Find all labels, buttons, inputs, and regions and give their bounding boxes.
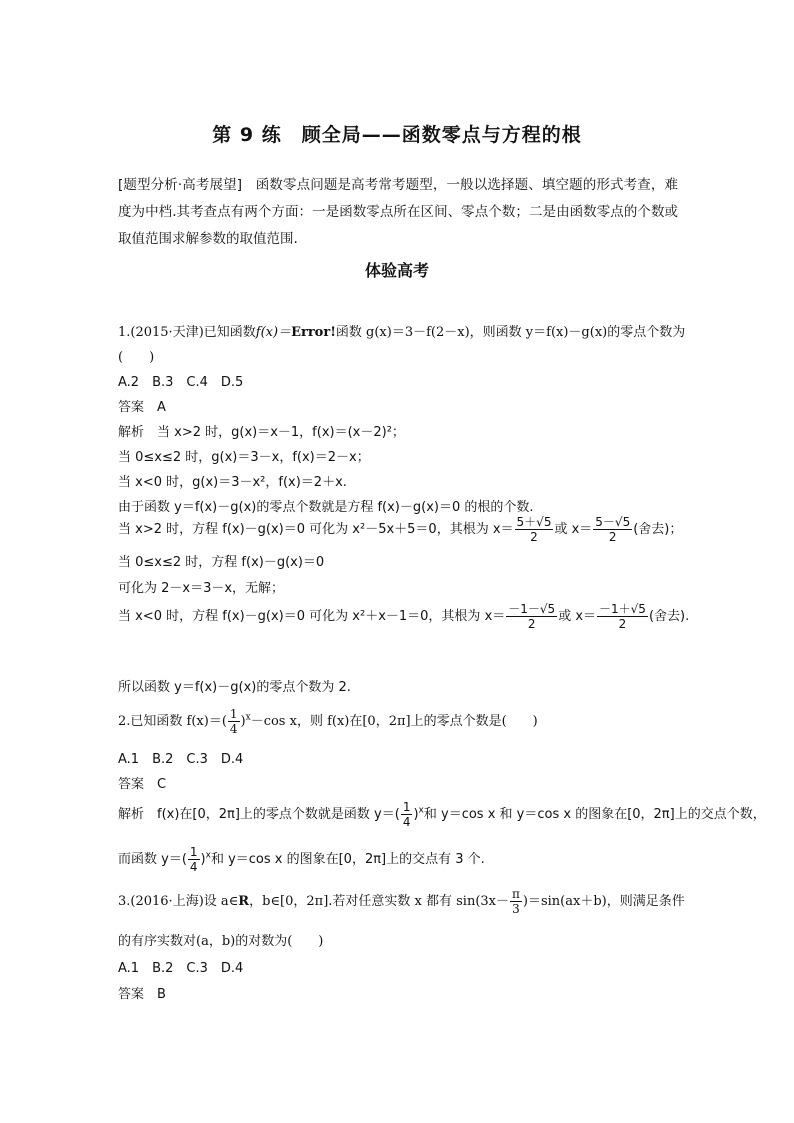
q1-stem: [118, 321, 686, 340]
intro-text: 函数零点问题是高考常考题型，一般以选择题、填空题的形式考查，难度为中档.其考查点有两个方面：一是函数零点所在区间、零点个数；二是由函数零点的个数或取值范围求解参数的取值范围.: [118, 177, 679, 247]
q1-analysis-9: 所以函数 y＝f(x)－g(x)的零点个数为 2.: [118, 680, 351, 695]
q2-an1-fraction: [401, 800, 413, 829]
fraction-numerator: 1: [402, 800, 411, 814]
q1-fx: f(x)＝: [255, 325, 292, 340]
fraction-denominator: 2: [527, 617, 536, 631]
q2-text-c: －cos x，则 f(x)在[0，2π]上的零点个数是( ): [250, 714, 538, 729]
q1-a8-text-b: 或 x＝: [558, 609, 597, 624]
q3-text-a: 3.(2016·上海)设 a∈: [118, 894, 239, 909]
q1-a5-text-b: 或 x＝: [554, 522, 593, 537]
q1-analysis-4: 由于函数 y＝f(x)－g(x)的零点个数就是方程 f(x)－g(x)＝0 的根的个数.: [118, 500, 534, 515]
q1-a8-text-c: (舍去).: [648, 609, 690, 624]
q1-a5-text-a: 当 x>2 时，方程 f(x)－g(x)＝0 可化为 x²－5x＋5＝0，其根为 x＝: [118, 522, 514, 537]
q3-stem: [118, 887, 683, 916]
q2-an1-text-a: 解析 f(x)在[0，2π]上的零点个数就是函数 y＝(: [118, 807, 400, 822]
q1-analysis-6: 当 0≤x≤2 时，方程 f(x)－g(x)＝0: [118, 555, 325, 570]
q1-prefix: 1.(2015·天津)已知函数: [118, 325, 256, 340]
q1-paren: ( ): [118, 350, 155, 365]
q1-error: Error!: [291, 325, 336, 340]
q1-analysis-5: [118, 515, 683, 544]
q1-analysis-1: 解析 当 x>2 时，g(x)＝x－1，f(x)＝(x－2)²；: [118, 425, 405, 440]
q2-exponent: x: [245, 712, 251, 723]
q1-a5-fraction-1: [515, 515, 554, 544]
q1-a5-fraction-2: [593, 515, 632, 544]
q3-fraction: [510, 887, 522, 916]
q2-analysis-2: [118, 845, 683, 874]
q2-an2-text-a: 而函数 y＝(: [118, 852, 187, 867]
fraction-denominator: 4: [229, 722, 238, 736]
fraction-numerator: π: [512, 887, 520, 901]
q3-answer: 答案 B: [118, 987, 166, 1002]
q1-rest: 函数 g(x)＝3－f(2－x)，则函数 y＝f(x)－g(x)的零点个数为: [335, 325, 686, 340]
q1-analysis-7: 可化为 2－x＝3－x，无解；: [118, 581, 285, 596]
q2-an2-text-c: 和 y＝cos x 的图象在[0，2π]上的交点有 3 个.: [210, 852, 485, 867]
q2-text-b: ): [240, 714, 246, 729]
q2-answer: 答案 C: [118, 777, 167, 792]
q2-options: A.1 B.2 C.3 D.4: [118, 752, 244, 767]
fraction-denominator: 4: [402, 815, 411, 829]
q1-options: A.2 B.3 C.4 D.5: [118, 375, 244, 390]
fraction-denominator: 2: [608, 530, 617, 544]
fraction-numerator: 1: [229, 707, 238, 721]
q2-an1-exponent: x: [418, 805, 424, 816]
q1-a8-text-a: 当 x<0 时，方程 f(x)－g(x)＝0 可化为 x²＋x－1＝0，其根为 x＝: [118, 609, 506, 624]
fraction-denominator: 3: [512, 902, 520, 916]
q1-analysis-2: 当 0≤x≤2 时，g(x)＝3－x，f(x)＝2－x；: [118, 450, 370, 465]
q1-analysis-8: [118, 602, 690, 631]
q2-text-a: 2.已知函数 f(x)＝(: [118, 714, 227, 729]
fraction-numerator: 1: [189, 845, 198, 859]
page-title: 第 9 练 顾全局——函数零点与方程的根: [212, 124, 582, 146]
q3-options: A.1 B.2 C.3 D.4: [118, 961, 244, 976]
fraction-denominator: 2: [618, 617, 627, 631]
section-title: 体验高考: [364, 261, 429, 280]
fraction-numerator: 5－√5: [595, 515, 631, 529]
fraction-numerator: －1－√5: [508, 602, 556, 616]
fraction-denominator: 4: [189, 860, 198, 874]
q1-a8-fraction-2: [597, 602, 648, 631]
intro-paragraph: [118, 172, 678, 253]
q2-an1-text-b: ): [413, 807, 419, 822]
q2-fraction: [228, 707, 240, 736]
q2-an2-text-b: ): [200, 852, 206, 867]
fraction-numerator: －1＋√5: [599, 602, 646, 616]
fraction-denominator: 2: [530, 530, 538, 544]
q3-text-b: ，b∈[0，2π].若对任意实数 x 都有 sin(3x－: [249, 894, 510, 909]
intro-tag: [题型分析·高考展望]: [118, 177, 243, 193]
q3-text-c: )＝sin(ax＋b)，则满足条件: [522, 894, 685, 909]
q2-stem: [118, 707, 683, 736]
q2-an2-exponent: x: [205, 850, 211, 861]
fraction-numerator: 5＋√5: [516, 515, 552, 529]
q3-stem-line-2: 的有序实数对(a，b)的对数为( ): [118, 934, 324, 949]
q2-analysis-1: [118, 800, 766, 829]
q1-a5-text-c: (舍去)；: [633, 522, 683, 537]
q2-an2-fraction: [188, 845, 200, 874]
q1-answer: 答案 A: [118, 400, 166, 415]
q1-analysis-3: 当 x<0 时，g(x)＝3－x²，f(x)＝2＋x.: [118, 475, 347, 490]
q2-an1-text-c: 和 y＝cos x 和 y＝cos x 的图象在[0，2π]上的交点个数，: [423, 807, 766, 822]
q1-a8-fraction-1: [506, 602, 557, 631]
q3-real-set: R: [238, 894, 250, 909]
